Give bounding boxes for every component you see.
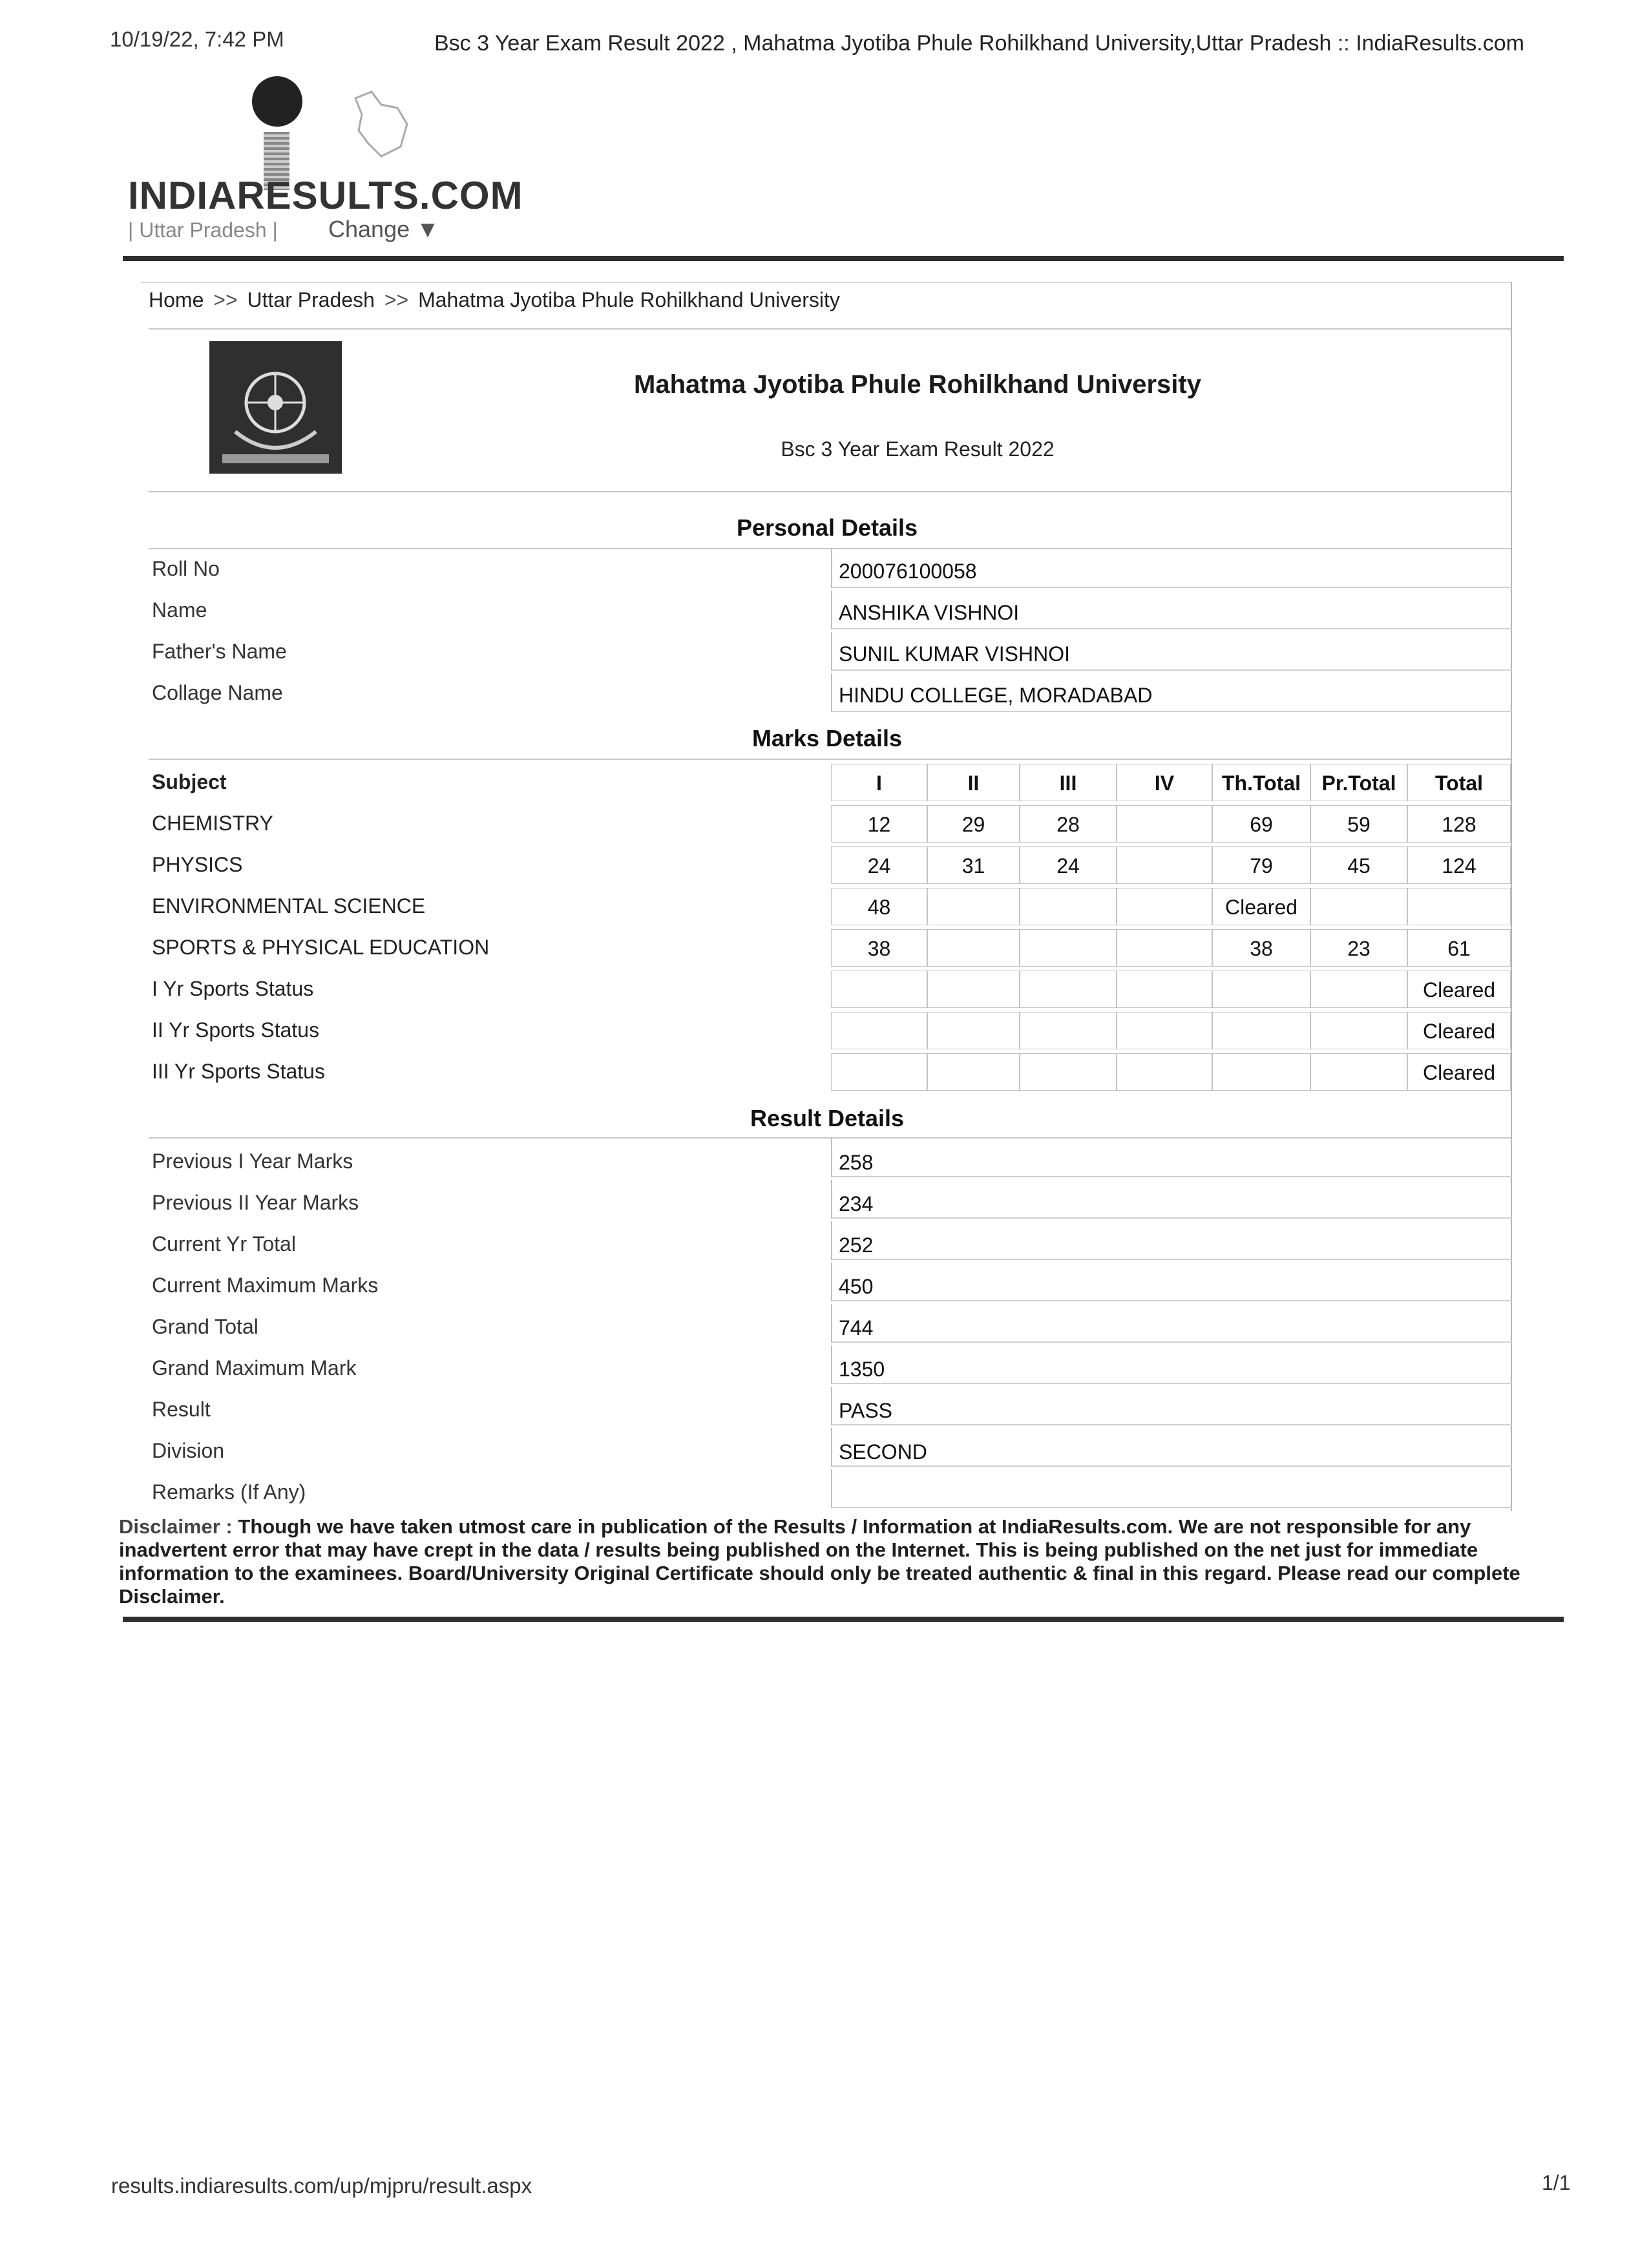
personal-details-heading: Personal Details [736, 514, 918, 541]
value-cell [831, 1469, 1512, 1508]
subject-name: I Yr Sports Status [152, 977, 314, 1000]
print-url: results.indiaresults.com/up/mjpru/result.aspx [111, 2174, 532, 2198]
grand-total-label: Grand Total [152, 1315, 258, 1338]
value-cell [831, 1221, 1512, 1260]
header-col-th-total: Th.Total [1212, 764, 1310, 801]
logo-mark-icon [252, 76, 304, 189]
mark-col-ii [927, 971, 1020, 1008]
grand-max-value: 1350 [839, 1358, 885, 1381]
result-details-heading: Result Details [750, 1105, 905, 1131]
value-cell [831, 1304, 1512, 1343]
university-seal-icon [209, 341, 342, 474]
subject-header: Subject [152, 770, 227, 793]
current-max-label: Current Maximum Marks [152, 1274, 379, 1297]
result-label: Result [152, 1398, 211, 1421]
logo-text: INDIARESULTS.COM [128, 174, 523, 217]
mark-col-total: 61 [1407, 929, 1511, 967]
mark-col-ii [927, 1012, 1020, 1049]
name-value: ANSHIKA VISHNOI [839, 601, 1020, 624]
mark-col-ii [927, 888, 1020, 925]
division-value: SECOND [839, 1440, 927, 1464]
mark-col-iv [1117, 888, 1212, 925]
print-datetime: 10/19/22, 7:42 PM [110, 27, 284, 51]
mark-col-pr-total [1310, 1053, 1407, 1091]
mark-col-i: 24 [831, 846, 927, 884]
mark-col-iii [1020, 1053, 1117, 1091]
mark-col-iii: 24 [1020, 846, 1117, 884]
mark-col-iv [1117, 971, 1212, 1008]
header-col-pr-total: Pr.Total [1310, 764, 1407, 801]
header-col-iii: III [1020, 764, 1117, 801]
subject-name: PHYSICS [152, 853, 243, 876]
mark-col-th-total: 38 [1212, 929, 1310, 967]
footer-divider [123, 1617, 1564, 1622]
subject-name: ENVIRONMENTAL SCIENCE [152, 894, 426, 918]
mark-col-total: Cleared [1407, 1053, 1511, 1091]
breadcrumb [149, 288, 840, 312]
mark-col-iv [1117, 846, 1212, 884]
header-divider [123, 256, 1564, 261]
mark-col-pr-total [1310, 971, 1407, 1008]
college-name-label: Collage Name [152, 681, 283, 704]
mark-col-i: 38 [831, 929, 927, 967]
mark-col-iii [1020, 929, 1117, 967]
value-cell [831, 1263, 1512, 1301]
header-col-ii: II [927, 764, 1020, 801]
mark-col-iv [1117, 1012, 1212, 1049]
state-map-icon [342, 85, 420, 163]
breadcrumb-state-link[interactable]: Uttar Pradesh [247, 288, 375, 311]
subject-name: SPORTS & PHYSICAL EDUCATION [152, 936, 490, 959]
result-value: PASS [839, 1399, 892, 1422]
roll-no-value: 200076100058 [839, 560, 977, 583]
mark-col-th-total [1212, 1053, 1310, 1091]
mark-col-pr-total [1310, 888, 1407, 925]
prev-year2-value: 234 [839, 1192, 874, 1215]
mark-col-ii: 31 [927, 846, 1020, 884]
mark-col-pr-total [1310, 1012, 1407, 1049]
mark-col-i [831, 1053, 927, 1091]
mark-col-i: 48 [831, 888, 927, 925]
value-cell [831, 1428, 1512, 1467]
marks-details-heading: Marks Details [751, 725, 903, 751]
section-divider [149, 759, 1511, 760]
mark-col-iii [1020, 971, 1117, 1008]
header-col-total: Total [1407, 764, 1511, 801]
value-cell [831, 1387, 1512, 1425]
disclaimer-text: Though we have taken utmost care in publication of the Results / Information at IndiaResults.com. We are not responsible for any inadvertent error that may have crept in the data / results being published on the Internet. This is being published on the net just for immediate information to the examinees. Board/University Original Certificate should only be treated authentic & final in this regard. Please read our complete Disclaimer. [119, 1515, 1520, 1608]
division-label: Division [152, 1439, 225, 1462]
prev-year1-value: 258 [839, 1151, 874, 1174]
mark-col-total: 128 [1407, 805, 1511, 843]
college-name-value: HINDU COLLEGE, MORADABAD [839, 684, 1153, 707]
print-page-title: Bsc 3 Year Exam Result 2022 , Mahatma Jyotiba Phule Rohilkhand University,Uttar Pradesh :: IndiaResults.com [434, 31, 1524, 56]
mark-col-th-total [1212, 1012, 1310, 1049]
breadcrumb-separator: >> [213, 288, 238, 311]
mark-col-pr-total: 59 [1310, 805, 1407, 843]
disclaimer-lead: Disclaimer : [119, 1515, 233, 1538]
breadcrumb-divider [149, 328, 1511, 330]
change-state-link[interactable]: Change ▼ [328, 216, 439, 242]
disclaimer [119, 1515, 1540, 1608]
mark-col-pr-total: 45 [1310, 846, 1407, 884]
roll-no-label: Roll No [152, 557, 220, 580]
site-logo[interactable] [123, 71, 523, 246]
mark-col-i: 12 [831, 805, 927, 843]
header-col-iv: IV [1117, 764, 1212, 801]
header-col-i: I [831, 764, 927, 801]
grand-total-value: 744 [839, 1316, 874, 1339]
value-cell [831, 1345, 1512, 1384]
prev-year1-label: Previous I Year Marks [152, 1150, 353, 1173]
mark-col-total: 124 [1407, 846, 1511, 884]
mark-col-i [831, 1012, 927, 1049]
breadcrumb-home-link[interactable]: Home [149, 288, 204, 311]
value-cell [831, 1180, 1512, 1219]
university-name: Mahatma Jyotiba Phule Rohilkhand University [634, 370, 1201, 399]
breadcrumb-separator: >> [384, 288, 409, 311]
mark-col-th-total: 69 [1212, 805, 1310, 843]
mark-col-th-total: Cleared [1212, 888, 1310, 925]
mark-col-ii [927, 1053, 1020, 1091]
mark-col-iii [1020, 888, 1117, 925]
mark-col-iii: 28 [1020, 805, 1117, 843]
mark-col-ii: 29 [927, 805, 1020, 843]
value-cell [831, 1139, 1512, 1177]
state-label: | Uttar Pradesh | [128, 218, 278, 242]
title-divider [149, 491, 1511, 492]
father-name-label: Father's Name [152, 640, 287, 663]
mark-col-total [1407, 888, 1511, 925]
subject-name: II Yr Sports Status [152, 1018, 320, 1042]
current-total-value: 252 [839, 1234, 874, 1257]
name-label: Name [152, 598, 207, 622]
prev-year2-label: Previous II Year Marks [152, 1191, 359, 1214]
mark-col-iii [1020, 1012, 1117, 1049]
mark-col-total: Cleared [1407, 1012, 1511, 1049]
mark-col-th-total [1212, 971, 1310, 1008]
mark-col-ii [927, 929, 1020, 967]
mark-col-iv [1117, 929, 1212, 967]
mark-col-i [831, 971, 927, 1008]
current-max-value: 450 [839, 1275, 874, 1298]
mark-col-total: Cleared [1407, 971, 1511, 1008]
current-total-label: Current Yr Total [152, 1232, 296, 1255]
mark-col-iv [1117, 1053, 1212, 1091]
father-name-value: SUNIL KUMAR VISHNOI [839, 642, 1070, 666]
subject-name: CHEMISTRY [152, 812, 273, 835]
remarks-label: Remarks (If Any) [152, 1480, 306, 1504]
subject-name: III Yr Sports Status [152, 1060, 325, 1083]
breadcrumb-university: Mahatma Jyotiba Phule Rohilkhand University [418, 288, 840, 311]
mark-col-pr-total: 23 [1310, 929, 1407, 967]
mark-col-iv [1117, 805, 1212, 843]
exam-title: Bsc 3 Year Exam Result 2022 [781, 437, 1055, 461]
print-page-number: 1/1 [1542, 2171, 1571, 2194]
grand-max-label: Grand Maximum Mark [152, 1356, 357, 1380]
mark-col-th-total: 79 [1212, 846, 1310, 884]
